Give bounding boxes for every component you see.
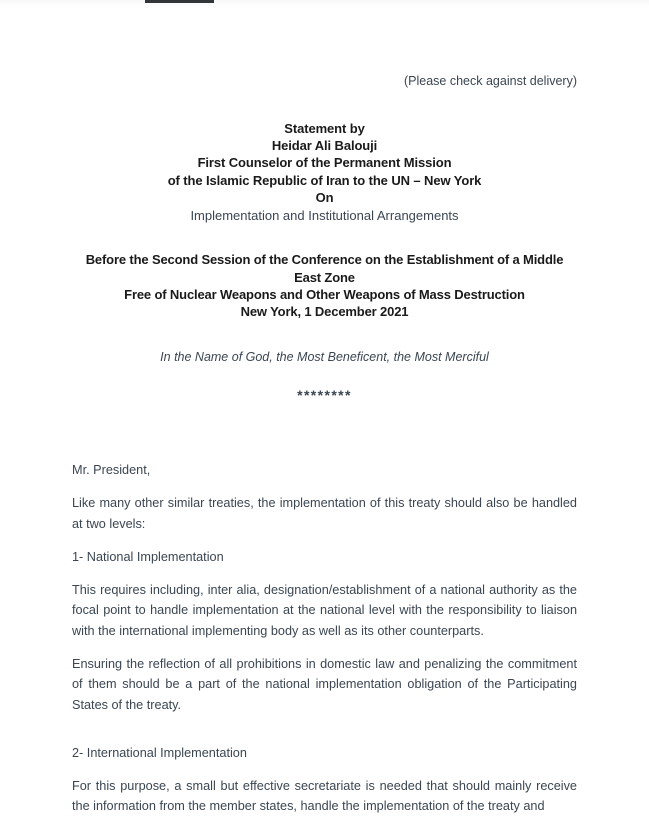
statement-subject: Implementation and Institutional Arrangements — [190, 208, 459, 224]
title-line-on: On — [315, 189, 334, 205]
occasion-line-zone: Free of Nuclear Weapons and Other Weapons of Mass Destruction — [124, 287, 525, 303]
salutation: Mr. President, — [72, 463, 151, 478]
paragraph-intro: Like many other similar treaties, the implementation of this treaty should also be handled at two levels: — [72, 496, 577, 531]
title-line-statement-by: Statement by — [284, 121, 365, 136]
paragraph-secretariate: For this purpose, a small but effective secretariate is needed that should mainly receive the information from the member states, handle the implementation of the treaty and — [72, 778, 577, 814]
title-line-speaker-role: First Counselor of the Permanent Mission — [197, 155, 452, 171]
title-line-mission: of the Islamic Republic of Iran to the UN – New York — [167, 172, 482, 188]
statement-title-block — [72, 120, 577, 224]
title-line-speaker-name: Heidar Ali Balouji — [271, 138, 378, 154]
paragraph-domestic-law: Ensuring the reflection of all prohibitions in domestic law and penalizing the commitment of them should be a part of the national implementation obligation of the Participating States of the treaty. — [72, 656, 577, 712]
paragraph-national-authority: This requires including, inter alia, designation/establishment of a national authority as the focal point to handle implementation at the national level with the responsibility to liaison with the international implementing body as well as its other counterparts. — [72, 583, 577, 638]
heading-international-implementation: 2- International Implementation — [72, 745, 247, 760]
occasion-line-conference: Before the Second Session of the Conference on the Establishment of a Middle East Zone — [85, 252, 564, 285]
asterisk-divider: ******** — [297, 387, 352, 404]
delivery-note: (Please check against delivery) — [404, 74, 577, 88]
document-body — [72, 460, 577, 816]
occasion-block — [72, 251, 577, 321]
heading-national-implementation: 1- National Implementation — [72, 550, 224, 565]
invocation-line: In the Name of God, the Most Beneficent, the Most Merciful — [160, 349, 489, 364]
occasion-line-date: New York, 1 December 2021 — [240, 304, 409, 320]
